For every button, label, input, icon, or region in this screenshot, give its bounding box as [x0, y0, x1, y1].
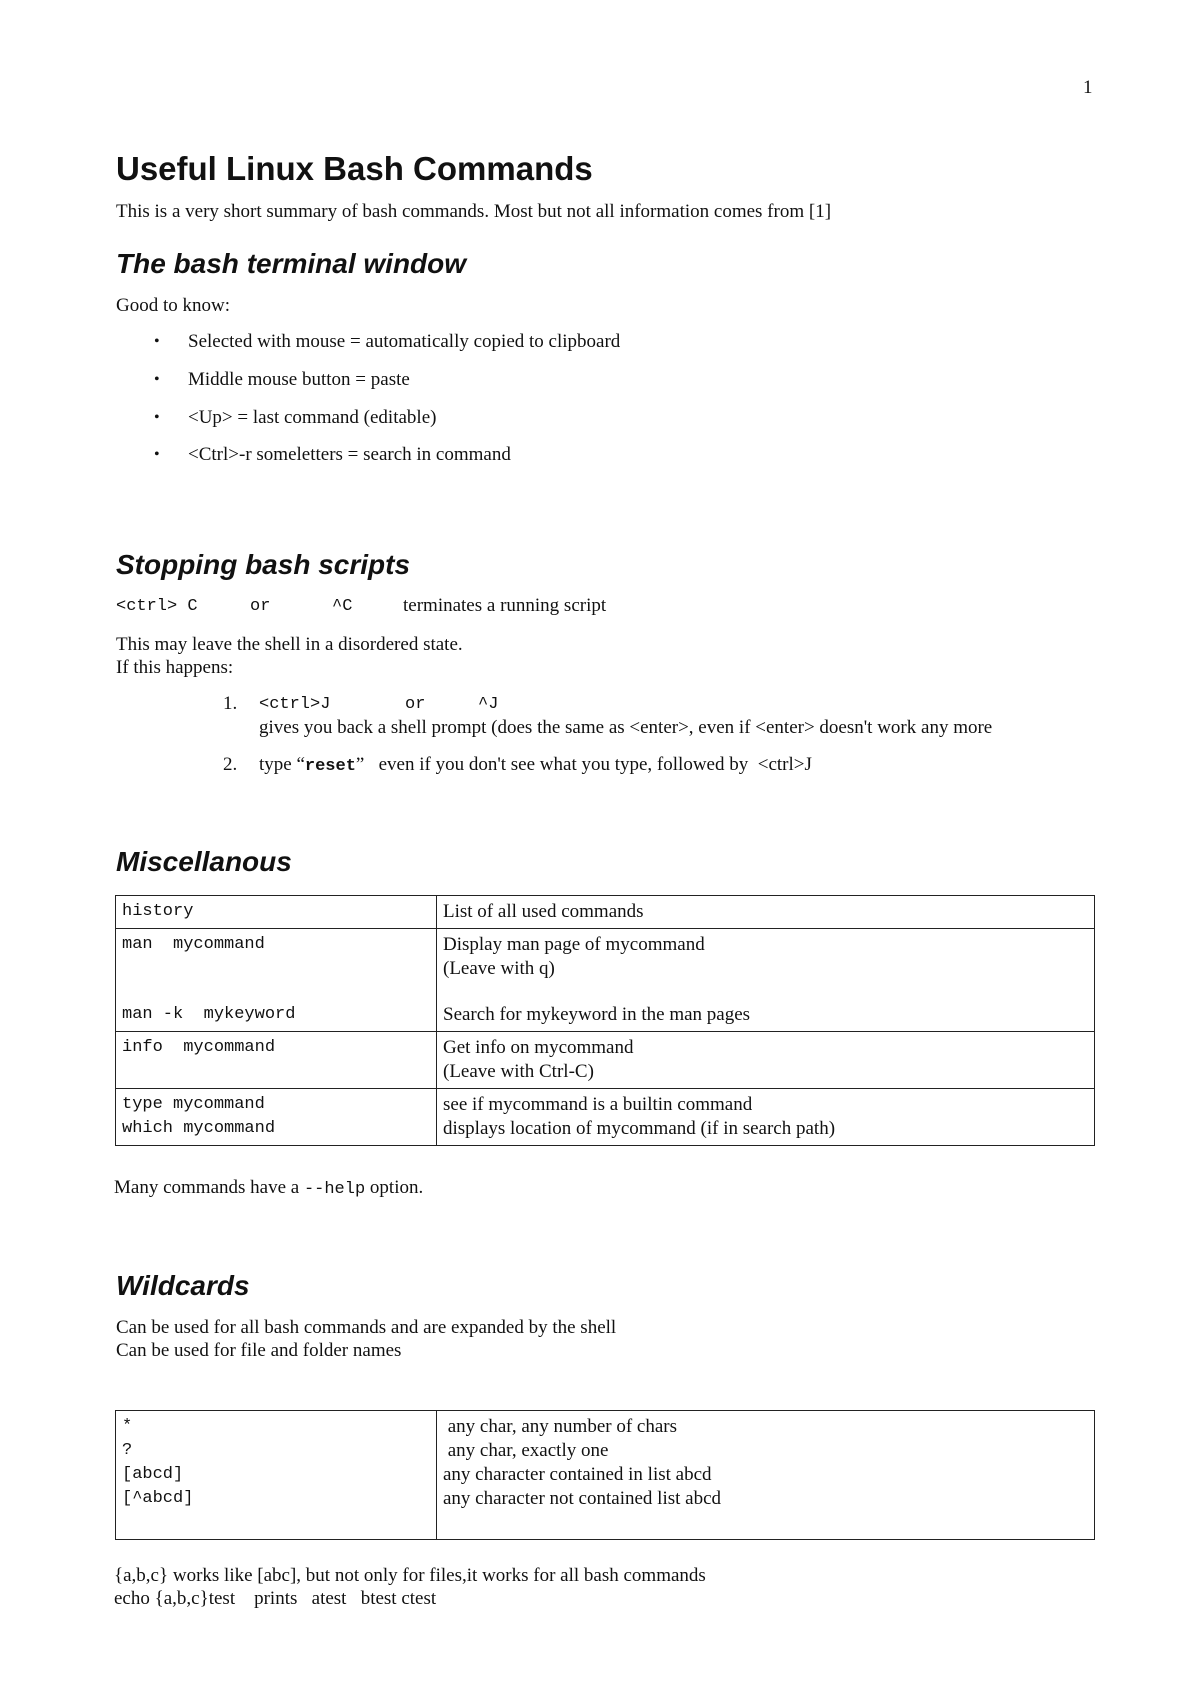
may-leave-text: This may leave the shell in a disordered state. [116, 634, 463, 655]
bullet-item: <Ctrl>-r someletters = search in command [188, 444, 511, 465]
wildcards-table [115, 1410, 1095, 1540]
table-row [116, 929, 1095, 1032]
table-cell [437, 1411, 1095, 1540]
step-number: 1. [223, 693, 238, 714]
command-code: info mycommand [122, 1038, 276, 1057]
echo-example: echo {a,b,c}test prints atest btest ctest [114, 1588, 437, 1609]
command-code: which mycommand [122, 1119, 276, 1138]
heading-wildcards: Wildcards [116, 1270, 250, 1301]
bullet-icon: • [154, 333, 160, 350]
table-cell [116, 929, 437, 1032]
table-cell [116, 896, 437, 929]
command-description: Search for mykeyword in the man pages [443, 1004, 751, 1025]
bullet-item: <Up> = last command (editable) [188, 407, 437, 428]
table-cell [116, 1411, 437, 1540]
bullet-item: Middle mouse button = paste [188, 369, 410, 390]
ctrl-j-code: <ctrl>J [259, 695, 331, 714]
or-text: or [250, 597, 271, 616]
braces-note: {a,b,c} works like [abc], but not only for files,it works for all bash commands [114, 1565, 706, 1586]
wildcard-pattern: * [122, 1417, 133, 1436]
page-title: Useful Linux Bash Commands [116, 150, 593, 187]
caret-j-code: ^J [478, 695, 499, 714]
wildcard-pattern: ? [122, 1441, 133, 1460]
table-cell [437, 1032, 1095, 1089]
table-cell [437, 929, 1095, 1032]
command-code: man -k mykeyword [122, 1005, 296, 1024]
wildcard-pattern: [abcd] [122, 1465, 184, 1484]
reset-code: reset [304, 757, 356, 776]
command-description: (Leave with Ctrl-C) [443, 1061, 594, 1082]
table-row [116, 896, 1095, 929]
step2-rest-label: ” even if you don't see what you type, followed by <ctrl>J [355, 754, 812, 775]
help-post-label: option. [365, 1177, 424, 1198]
step2-type-label: type “ [259, 754, 305, 775]
table-cell [437, 1089, 1095, 1146]
bullet-item: Selected with mouse = automatically copied to clipboard [188, 331, 621, 352]
good-to-know-label: Good to know: [116, 295, 230, 316]
spacer [122, 981, 430, 1003]
step1-description: gives you back a shell prompt (does the same as <enter>, even if <enter> doesn't work any more [259, 717, 993, 738]
help-option-code: --help [303, 1180, 366, 1199]
spacer [443, 981, 1088, 1003]
spacer [122, 957, 430, 981]
bullet-icon: • [154, 409, 160, 426]
command-code: man mycommand [122, 935, 265, 954]
command-description: List of all used commands [443, 901, 644, 922]
table-cell [116, 1089, 437, 1146]
table-row [116, 1032, 1095, 1089]
help-pre-label: Many commands have a [114, 1177, 304, 1198]
wildcard-pattern: [^abcd] [122, 1489, 194, 1508]
intro-text: This is a very short summary of bash commands. Most but not all information comes from [1] [116, 201, 832, 222]
heading-miscellanous: Miscellanous [116, 846, 292, 877]
command-code: type mycommand [122, 1095, 265, 1114]
page-number: 1 [1083, 77, 1093, 98]
heading-stopping-scripts: Stopping bash scripts [116, 549, 411, 580]
command-code: history [122, 902, 194, 921]
command-description: (Leave with q) [443, 958, 555, 979]
if-happens-text: If this happens: [116, 657, 234, 678]
command-description: Display man page of mycommand [443, 934, 705, 955]
wildcard-description: any char, exactly one [443, 1440, 609, 1461]
table-row [116, 1089, 1095, 1146]
wildcard-description: any character contained in list abcd [443, 1464, 712, 1485]
misc-table [115, 895, 1095, 1146]
terminates-text: terminates a running script [403, 595, 607, 616]
bullet-icon: • [154, 371, 160, 388]
command-description: see if mycommand is a builtin command [443, 1094, 753, 1115]
table-cell [437, 896, 1095, 929]
step-number: 2. [223, 754, 238, 775]
bullet-icon: • [154, 446, 160, 463]
help-note [114, 1176, 423, 1202]
table-cell [116, 1032, 437, 1089]
command-description: displays location of mycommand (if in search path) [443, 1118, 836, 1139]
table-row [116, 1411, 1095, 1540]
or-text: or [405, 695, 426, 714]
command-description: Get info on mycommand [443, 1037, 634, 1058]
heading-terminal-window: The bash terminal window [116, 248, 467, 279]
caret-c-code: ^C [332, 597, 353, 616]
wildcards-line: Can be used for all bash commands and are expanded by the shell [116, 1317, 617, 1338]
wildcard-description: any character not contained list abcd [443, 1488, 722, 1509]
wildcard-description: any char, any number of chars [443, 1416, 678, 1437]
ctrl-c-code: <ctrl> C [116, 597, 198, 616]
wildcards-line: Can be used for file and folder names [116, 1340, 402, 1361]
step2-text [259, 753, 812, 779]
